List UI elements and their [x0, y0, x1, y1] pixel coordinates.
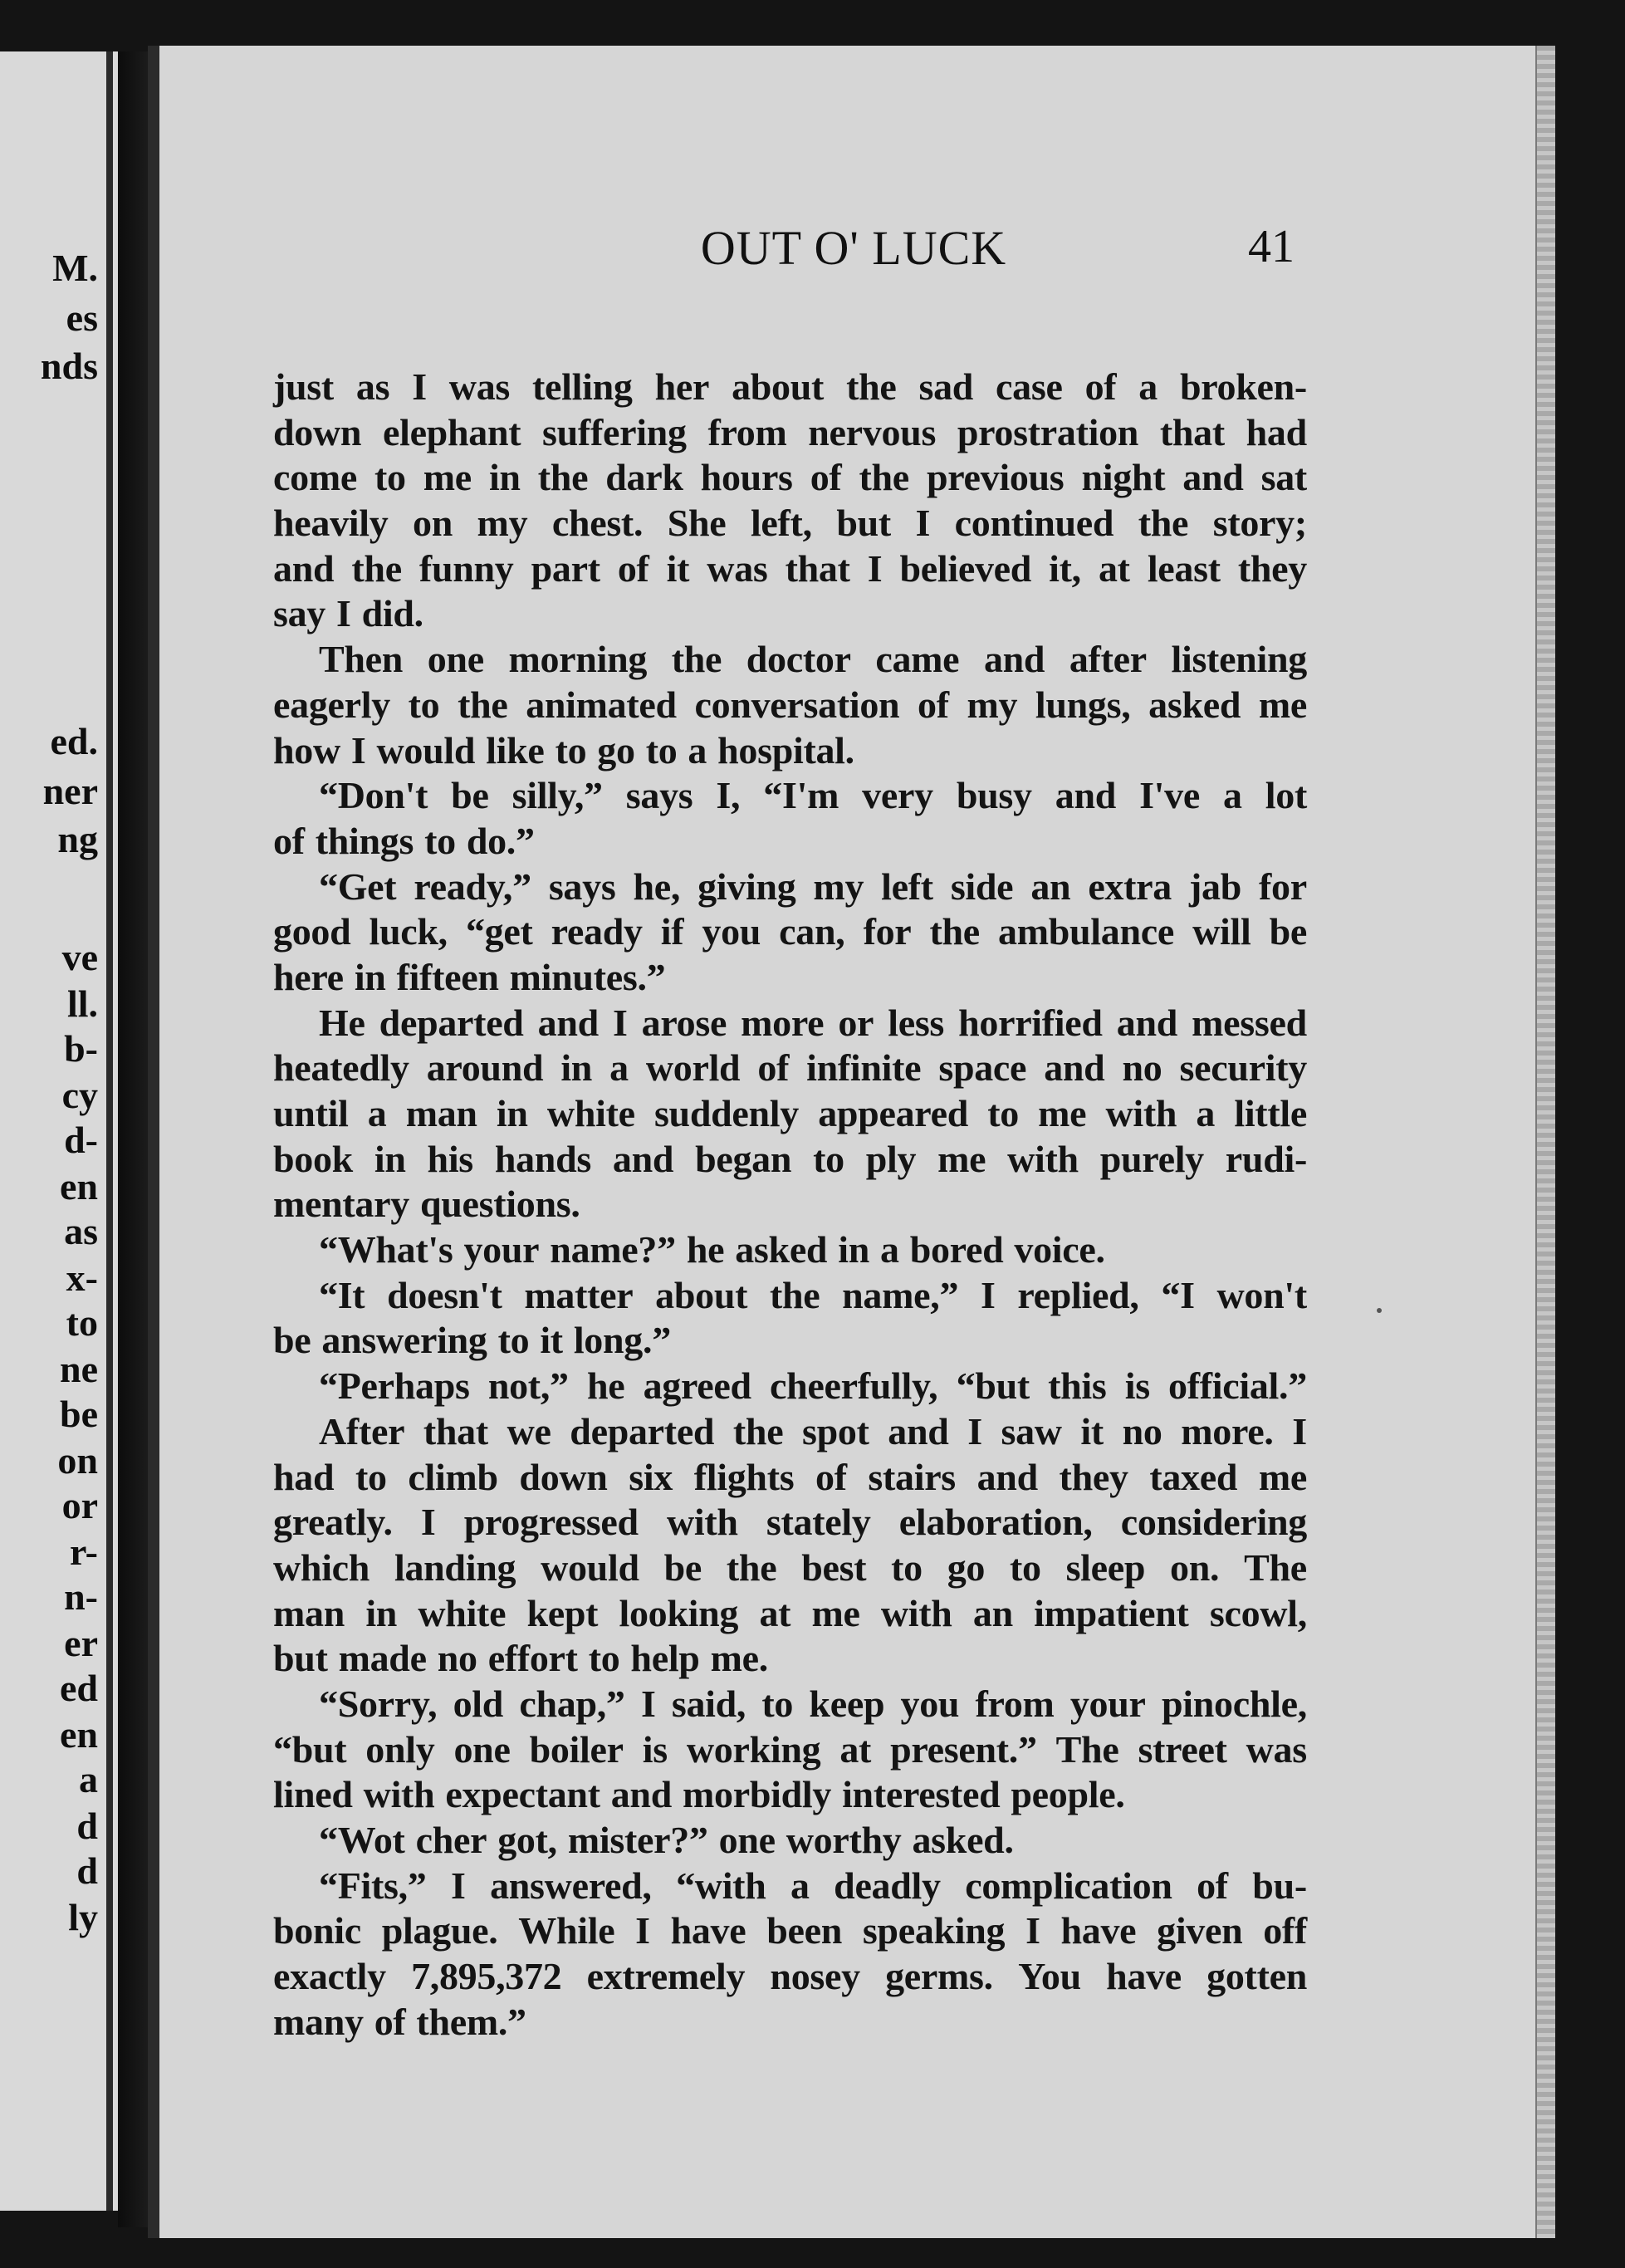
text-line: “What's your name?” he asked in a bored voice. [319, 1228, 1105, 1271]
facing-page-fragment: ng [57, 818, 98, 860]
facing-page-fragment: r- [69, 1531, 98, 1573]
facing-page-fragment: en [60, 1165, 98, 1207]
text-line: “but only one boiler is working at present.” The street was [273, 1727, 1307, 1771]
running-head: OUT O' LUCK [700, 221, 1007, 275]
facing-page-fragment: a [79, 1758, 98, 1800]
book-page [148, 46, 1555, 2238]
text-line: “Don't be silly,” says I, “I'm very busy and I've a lot [319, 774, 1307, 817]
text-line: book in his hands and began to ply me with purely rudi- [273, 1137, 1307, 1180]
facing-page-fragment: nds [40, 345, 98, 387]
facing-page-fragment: ner [42, 770, 98, 812]
text-line: good luck, “get ready if you can, for the ambulance will be [273, 910, 1307, 953]
text-line: exactly 7,895,372 extremely nosey germs. You have gotten [273, 1955, 1307, 1998]
text-line: just as I was telling her about the sad case of a broken- [273, 365, 1307, 408]
text-line: down elephant suffering from nervous prostration that had [273, 410, 1307, 453]
text-line: which landing would be the best to go to sleep on. The [273, 1545, 1307, 1589]
text-line: “Sorry, old chap,” I said, to keep you from your pinochle, [319, 1682, 1307, 1725]
page-edge-stack [1535, 46, 1555, 2238]
text-line: man in white kept looking at me with an impatient scowl, [273, 1591, 1307, 1634]
text-line: “It doesn't matter about the name,” I replied, “I won't [319, 1273, 1307, 1316]
page-header [148, 220, 1555, 287]
facing-page-edge [106, 51, 113, 2211]
text-line: mentary questions. [273, 1183, 580, 1226]
facing-page-fragment: ve [61, 936, 98, 978]
text-line: until a man in white suddenly appeared to me with a little [273, 1092, 1307, 1134]
text-line: had to climb down six flights of stairs and they taxed me [273, 1455, 1307, 1498]
speck [1377, 1308, 1382, 1313]
facing-page-fragment: ed. [50, 720, 98, 762]
text-line: heavily on my chest. She left, but I continued the story; [273, 502, 1307, 545]
text-line: greatly. I progressed with stately elaboration, considering [273, 1501, 1307, 1544]
text-line: “Perhaps not,” he agreed cheerfully, “but this is official.” [319, 1364, 1307, 1408]
facing-page [0, 51, 118, 2211]
text-line: heatedly around in a world of infinite space and no security [273, 1046, 1307, 1090]
text-line: He departed and I arose more or less horrified and messed [319, 1001, 1307, 1044]
facing-page-fragment: er [64, 1622, 98, 1664]
facing-page-fragment: as [64, 1210, 98, 1252]
text-line: here in fifteen minutes.” [273, 955, 666, 998]
text-line: eagerly to the animated conversation of my lungs, asked me [273, 683, 1307, 726]
text-line: After that we departed the spot and I saw it no more. I [319, 1409, 1307, 1452]
text-line: bonic plague. While I have been speaking I have given off [273, 1909, 1307, 1952]
facing-page-fragment: en [60, 1713, 98, 1756]
facing-page-fragment: es [66, 296, 98, 339]
facing-page-fragment: ll. [66, 982, 98, 1025]
text-line: be answering to it long.” [273, 1319, 671, 1362]
page-spine-shadow [148, 46, 159, 2238]
facing-page-fragment: cy [61, 1074, 98, 1116]
body-text [273, 365, 1307, 2045]
facing-page-fragment: d [76, 1849, 98, 1892]
facing-page-fragment: ne [60, 1348, 98, 1390]
text-line: “Wot cher got, mister?” one worthy asked. [319, 1819, 1014, 1861]
text-line: say I did. [273, 592, 423, 635]
text-line: but made no effort to help me. [273, 1637, 768, 1680]
text-line: how I would like to go to a hospital. [273, 728, 854, 772]
facing-page-fragment: to [66, 1301, 98, 1344]
facing-page-fragment: n- [64, 1575, 98, 1618]
text-line: Then one morning the doctor came and after listening [319, 638, 1307, 681]
text-line: of things to do.” [273, 819, 535, 862]
facing-page-fragment: ed [60, 1667, 98, 1709]
facing-page-fragment: d- [64, 1119, 98, 1161]
text-line: lined with expectant and morbidly interested people. [273, 1773, 1125, 1816]
facing-page-fragment: on [57, 1439, 98, 1482]
facing-page-fragment: ly [68, 1896, 98, 1938]
facing-page-fragment: be [60, 1393, 98, 1435]
text-line: “Get ready,” says he, giving my left side an extra jab for [319, 865, 1307, 908]
book-gutter [118, 51, 151, 2227]
text-line: many of them.” [273, 2000, 526, 2043]
page-number: 41 [1248, 221, 1295, 272]
facing-page-fragment: b- [64, 1027, 98, 1070]
facing-page-fragment: or [61, 1484, 98, 1526]
facing-page-fragment: M. [52, 247, 98, 289]
text-line: “Fits,” I answered, “with a deadly complication of bu- [319, 1864, 1307, 1907]
text-line: and the funny part of it was that I believed it, at least they [273, 546, 1307, 590]
facing-page-fragment: x- [66, 1256, 98, 1299]
text-line: come to me in the dark hours of the previous night and sat [273, 456, 1307, 499]
facing-page-fragment: d [76, 1805, 98, 1847]
